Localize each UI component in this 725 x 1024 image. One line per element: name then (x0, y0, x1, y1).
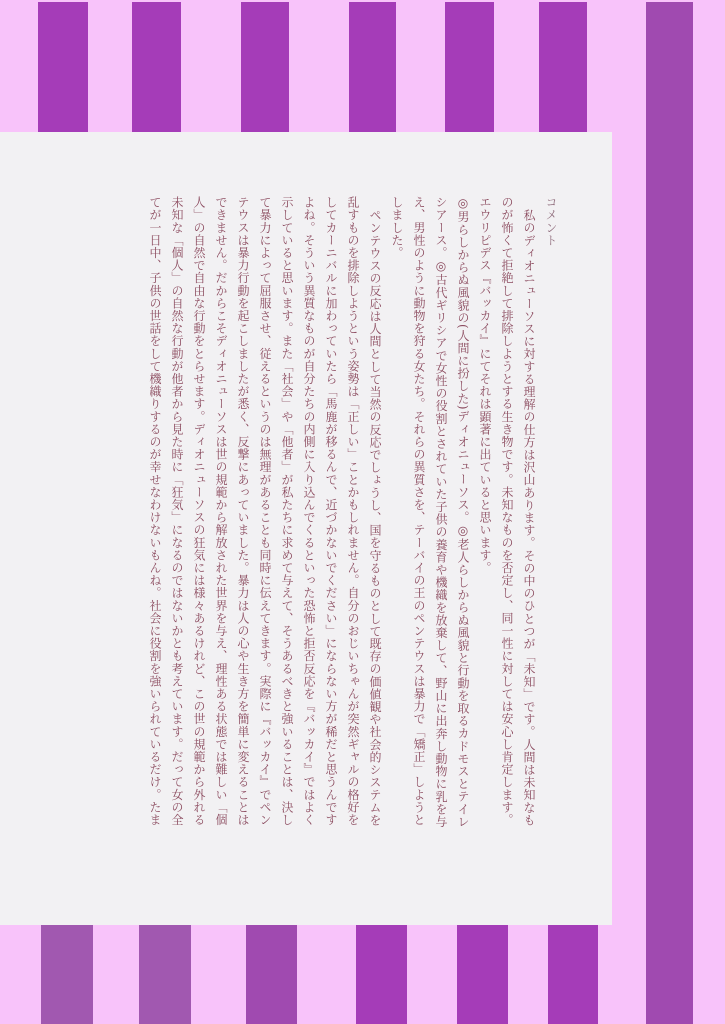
comment-paper (0, 132, 612, 925)
page-title: コメント (544, 196, 558, 247)
decorative-stripe-bottom-6 (548, 925, 598, 1024)
decorative-stripe-bottom-1 (41, 925, 93, 1024)
vertical-text-block (144, 196, 562, 828)
decorative-stripe-top-3 (241, 2, 289, 132)
comment-paragraph-2: エウリピデス『バッカイ』にてそれは顕著に出ていると思います。 (478, 196, 492, 574)
comment-paragraph-4: ペンテウスの反応は人間として当然の反応でしょうし、国を守るものとして既存の価値観や社会的システムを乱すものを排除しようという姿勢は「正しい」ことかもしれません。自分のおじいちゃんが突然ギャルの格好をしてカーニバルに加わっていたら「馬鹿が移るんで、近づかないでください」にならない方が稀だと思うんですよね。そういう異質なものが自分たちの内側に入り込んでくるといった恐怖と拒否反応を『バッカイ』ではよく示していると思います。また「社会」や「他者」が私たちに求めて与えて、そうあるべきと強いることは、決して暴力によって屈服させ、従えるというのは無理があることも同時に伝えてきます。実際に『バッカイ』でペンテウスは暴力行動を起こしましたが悉く、反撃にあっていました。暴力は人の心や生き方を簡単に変えることはできません。だからこそディオニューソスは世の規範から解放された世界を与え、理性ある状態では難しい「個人」の自然で自由な行動をとらせます。ディオニューソスの狂気には様々あるけれど、この世の規範から外れる未知な「個人」の自然な行動が他者から見た時に「狂気」になるのではないかとも考えています。だって女の全てが一日中、子供の世話をして機織りするのが幸せなわけないもんね。社会に役割を強いられているだけ。たま (148, 196, 382, 826)
decorative-stripe-bottom-2 (139, 925, 191, 1024)
decorative-stripe-top-4 (349, 2, 396, 132)
decorative-stripe-top-1 (38, 2, 88, 132)
decorative-stripe-top-5 (445, 2, 494, 132)
decorative-stripe-top-2 (132, 2, 181, 132)
decorative-stripe-bottom-5 (457, 925, 508, 1024)
comment-paragraph-1: 私のディオニューソスに対する理解の仕方は沢山あります。その中のひとつが「未知」です。人間は未知なものが怖くて拒絶して排除しようとする生き物です。未知なものを否定し、同一性に対しては安心し肯定します。 (500, 196, 536, 826)
decorative-stripe-top-6 (539, 2, 587, 132)
decorative-stripe-bottom-4 (356, 925, 407, 1024)
comment-paragraph-3: ◎男らしからぬ風貌の(人間に扮した)ディオニューソス。◎老人らしからぬ風貌と行動を取るカドモスとテイレシアース。◎古代ギリシアで女性の役割とされていた子供の養育や機織を放棄して、野山に出奔し動物に乳を与え、男性のように動物を狩る女たち。それらの異質さを、テーバイの王のペンテウスは暴力で「矯正」しようとしました。 (390, 196, 470, 828)
decorative-stripe-right-tall (646, 2, 693, 1024)
decorative-stripe-bottom-3 (246, 925, 297, 1024)
